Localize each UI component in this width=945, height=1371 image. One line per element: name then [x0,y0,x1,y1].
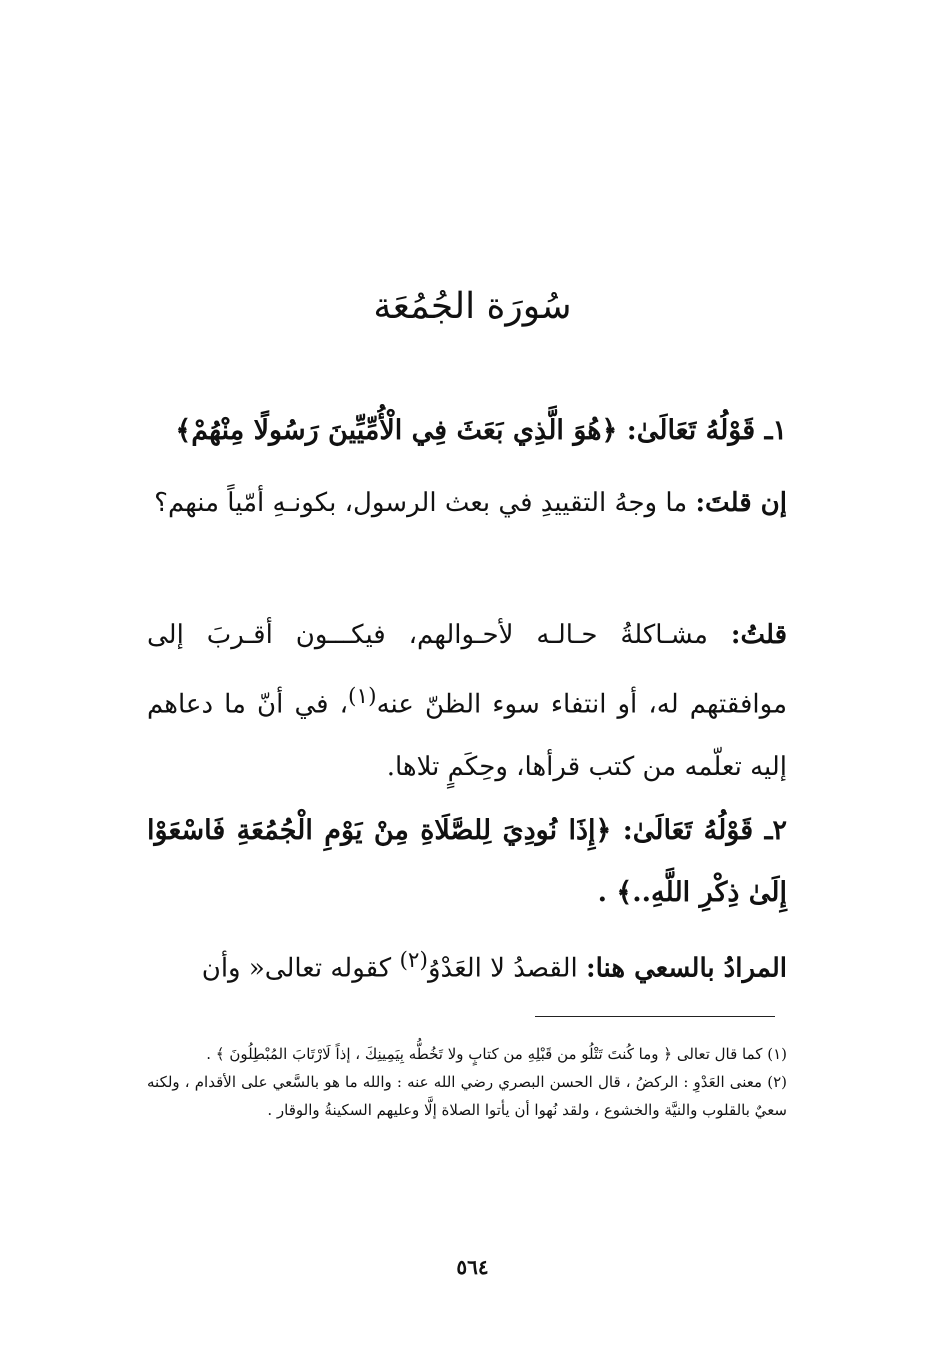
verse-heading: ٢ـ قَوْلُهُ تَعَالَىٰ: ﴿إِذَا نُودِيَ لِلصَّلَاةِ مِنْ يَوْمِ الْجُمُعَةِ فَاسْعَوْا إِلَىٰ ذِكْرِ اللَّهِ..﴾ . [147,815,787,908]
question-1-heading [147,400,787,462]
footnote-separator [535,1016,775,1017]
answer-lead: المرادُ بالسعي هنا: [586,953,787,984]
page-number: ٥٦٤ [456,1255,489,1279]
answer-text: مشـاكلةُ حـالـه لأحـوالهم، فيكـــون أقـربَ إلى موافقتهم له، أو انتفاء سوء الظنّ عنه [147,620,787,720]
question-1-answer [147,604,787,798]
answer-lead: قلتُ: [730,620,788,650]
footnote-1: (١) كما قال تعالى ﴿ وما كُنتَ تَتْلُو من قَبْلِهِ من كتابٍ ولا تَخُطُّه بِيَمِينِكَ ، إذاً لَارْتَابَ المُبْطِلُونَ ﴾ . [206,1045,787,1063]
query-lead: إن قلتَ: [695,488,787,518]
verse-heading: ١ـ قَوْلُهُ تَعَالَىٰ: ﴿هُوَ الَّذِي بَعَثَ فِي الْأُمِّيِّينَ رَسُولًا مِنْهُمْ﴾ [175,415,787,446]
answer-text: القصدُ لا العَدْوُ [427,953,578,984]
footnote-2: (٢) معنى العَدْوِ : الركضُ ، قال الحسن البصري رضي الله عنه : والله ما هو بالسَّعي على الأقدام ، ولكنه سعيٌ بالقلوب والنيَّة والخشوع ، ولقد نُهوا أن يأتوا الصلاة إلَّا وعليهم السكينةُ والوقار . [147,1073,787,1119]
question-2-heading [147,800,787,924]
footnote-ref-2[interactable]: (٢) [399,948,428,973]
question-1-query [147,472,787,534]
footnote-ref-1[interactable]: (١) [348,684,377,709]
footnotes [147,1040,787,1124]
answer-text-continued: كقوله تعالى« وأن [201,953,392,984]
answer-paragraph [147,930,787,1000]
answer-paragraph [147,604,787,798]
query-paragraph [147,472,787,534]
query-text: ما وجهُ التقييدِ في بعث الرسول، بكونـهِ أمّياً منهم؟ [154,488,688,518]
answer-text-continued: ، في أنّ ما دعاهم إليه تعلّمه من كتب قرأها، وحِكَمٍ تلاها. [147,689,787,782]
surah-title: سُورَة الجُمُعَة [373,286,572,327]
question-2-answer [147,930,787,1000]
